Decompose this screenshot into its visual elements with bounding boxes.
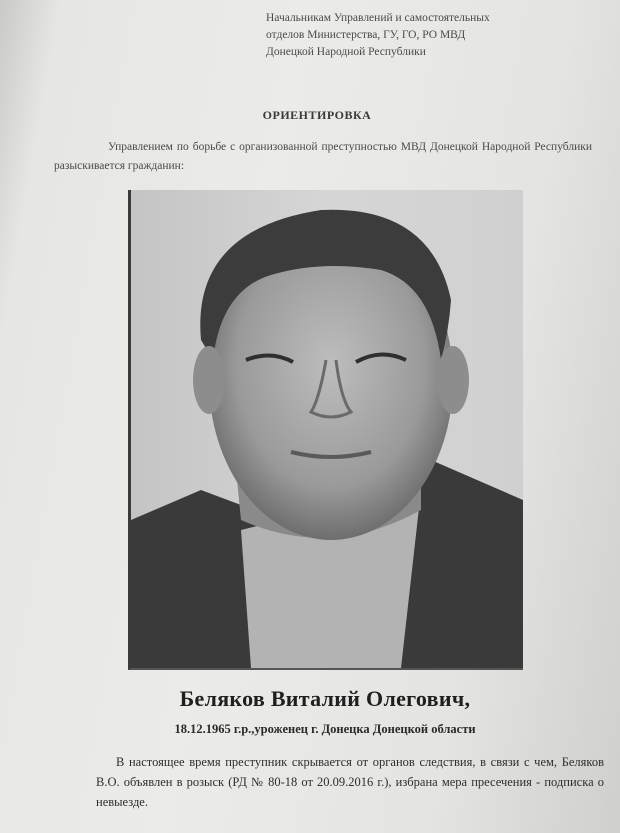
portrait-illustration <box>131 190 523 668</box>
addressee-line-1: Начальникам Управлений и самостоятельных <box>266 12 490 24</box>
suspect-photo <box>128 190 523 670</box>
addressee-block <box>266 10 596 61</box>
addressee-line-3: Донецкой Народной Республики <box>266 46 426 58</box>
suspect-birth-info: 18.12.1965 г.р.,уроженец г. Донецка Донецкой области <box>174 722 476 736</box>
addressee-line-2: отделов Министерства, ГУ, ГО, РО МВД <box>266 29 466 41</box>
body-paragraph: В настоящее время преступник скрывается от органов следствия, в связи с чем, Беляков В.О. объявлен в розыск (РД № 80-18 от 20.09.2016 г.), избрана мера пресечения - подписка о невыезде. <box>96 755 604 809</box>
document-title: ОРИЕНТИРОВКА <box>262 108 372 122</box>
intro-paragraph: Управлением по борьбе с организованной преступностью МВД Донецкой Народной Республики разыскивается гражданин: <box>54 141 592 172</box>
suspect-name: Беляков Виталий Олегович, <box>179 686 471 711</box>
